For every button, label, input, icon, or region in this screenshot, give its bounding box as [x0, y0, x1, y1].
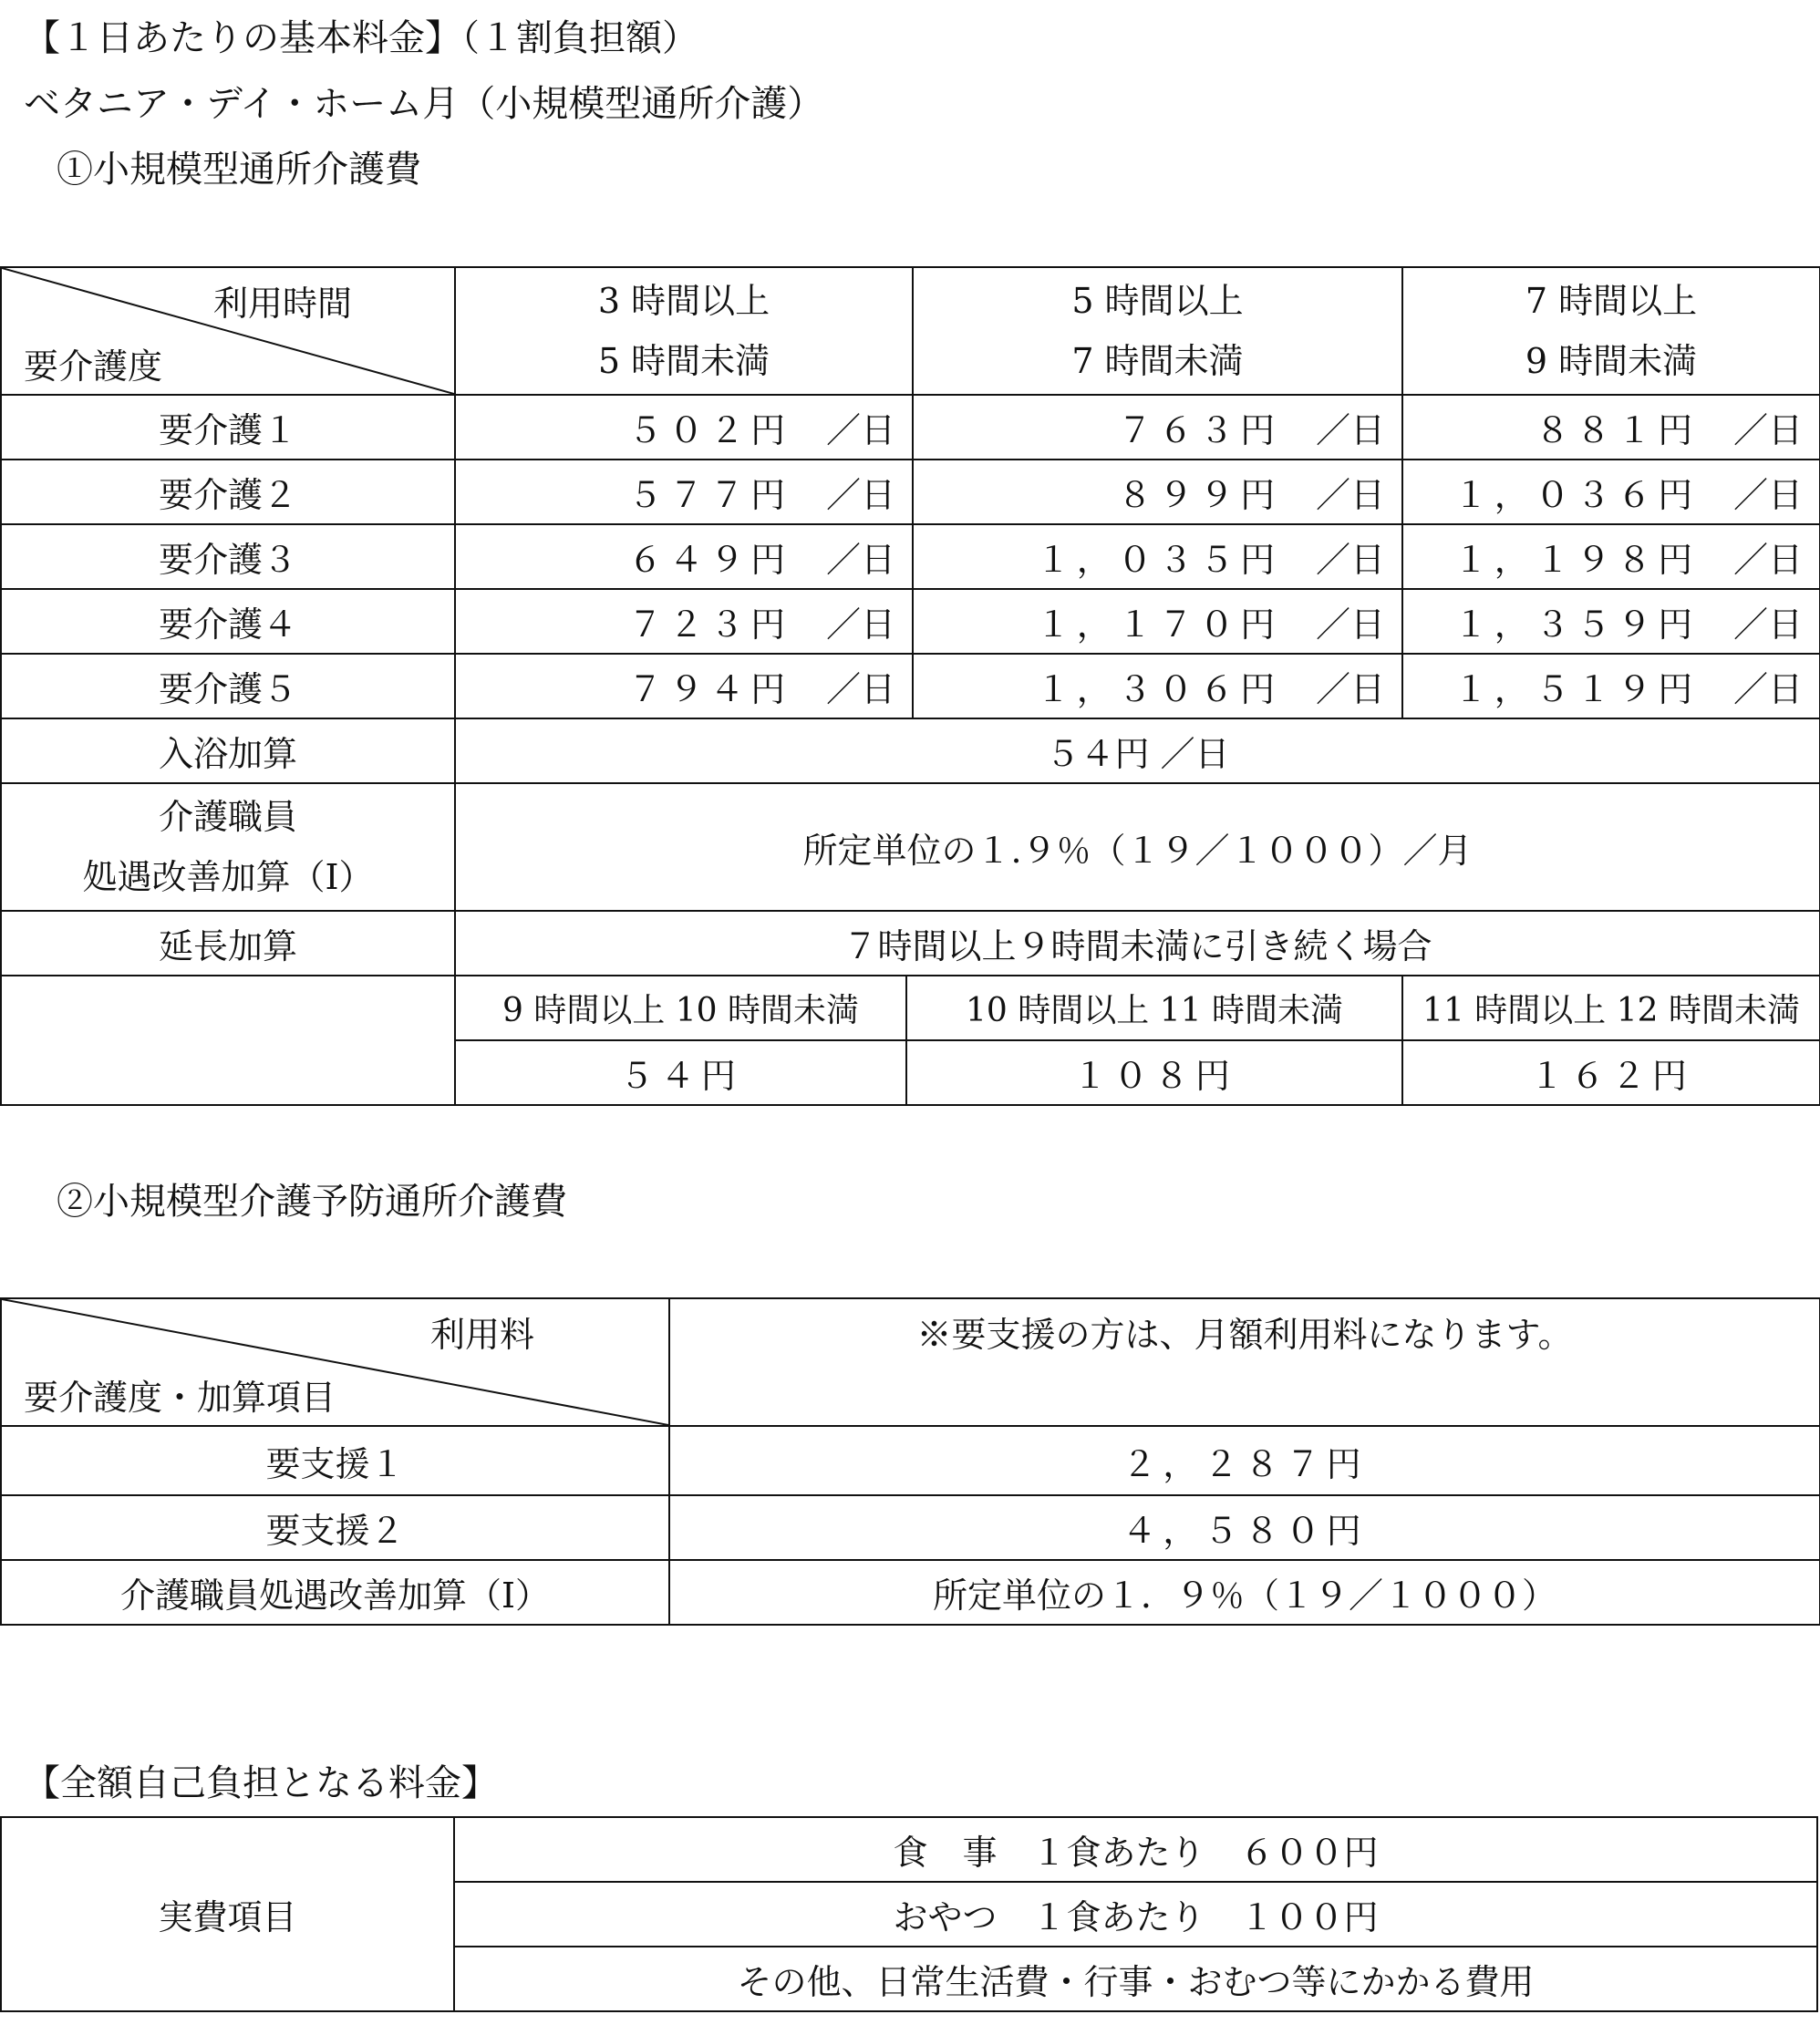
table-row [1, 976, 1820, 1040]
monthly-note: ※要支援の方は、月額利用料になります。 [669, 1298, 1820, 1426]
fee-value: ４，５８０円 [669, 1495, 1820, 1560]
page-title: 【１日あたりの基本料金】（１割負担額） [24, 17, 698, 59]
unit-label: ／日 [1316, 410, 1386, 450]
fee-value: １，１９８円 [1453, 540, 1699, 580]
fee-value: ７２３円 [627, 604, 791, 645]
table-row [1, 654, 1820, 718]
bath-label: 入浴加算 [1, 718, 455, 783]
care-fee-table [0, 266, 1820, 1106]
row-label: 要支援１ [1, 1426, 669, 1495]
extension-fee: ５４円 [455, 1040, 906, 1105]
column-header: 3 時間以上 5 時間未満 [455, 267, 913, 395]
unit-label: ／日 [1733, 669, 1804, 709]
fee-value: １，１７０円 [1035, 604, 1281, 645]
row-label: 要介護５ [1, 654, 455, 718]
unit-label: ／日 [826, 604, 896, 645]
fee-value: １，０３５円 [1035, 540, 1281, 580]
column-header: 5 時間以上 7 時間未満 [913, 267, 1402, 395]
table2-corner-cell [1, 1298, 669, 1426]
empty-cell [1, 976, 455, 1105]
row-label: 要介護２ [1, 460, 455, 524]
table-row [1, 524, 1820, 589]
expense-item: 食 事 １食あたり ６００円 [454, 1817, 1817, 1882]
section-title-3: 【全額自己負担となる料金】 [24, 1762, 498, 1804]
row-label: 介護職員処遇改善加算（Ⅰ） [1, 1560, 669, 1625]
unit-label: ／日 [826, 410, 896, 450]
table-row [1, 1560, 1820, 1625]
extension-value: ７時間以上９時間未満に引き続く場合 [455, 911, 1820, 976]
fee-value: ７６３円 [1117, 410, 1281, 450]
corner-bottom-label: 要介護度・加算項目 [24, 1378, 336, 1418]
corner-bottom-label: 要介護度 [24, 346, 163, 387]
table-row [1, 460, 1820, 524]
facility-name: ベタニア・デイ・ホーム月（小規模型通所介護） [24, 83, 824, 125]
table-row [1, 589, 1820, 654]
staff-label: 介護職員 処遇改善加算（Ⅰ） [1, 783, 455, 911]
table-row [1, 1495, 1820, 1560]
fee-value: ５７７円 [627, 475, 791, 515]
fee-value: ２，２８７円 [669, 1426, 1820, 1495]
fee-value: ５０２円 [627, 410, 791, 450]
table-row [1, 718, 1820, 783]
table-row [1, 395, 1820, 460]
fee-value: １，０３６円 [1453, 475, 1699, 515]
table-row [1, 911, 1820, 976]
unit-label: ／日 [1316, 669, 1386, 709]
extension-fee: １０８円 [906, 1040, 1402, 1105]
section-title-2: ②小規模型介護予防通所介護費 [57, 1181, 567, 1223]
table1-corner-cell [1, 267, 455, 395]
corner-top-label: 利用時間 [213, 284, 353, 324]
expense-item: その他、日常生活費・行事・おむつ等にかかる費用 [454, 1947, 1817, 2011]
fee-value: ７９４円 [627, 669, 791, 709]
row-label: 要介護４ [1, 589, 455, 654]
extension-column-header: 9 時間以上 10 時間未満 [455, 976, 906, 1040]
extension-column-header: 10 時間以上 11 時間未満 [906, 976, 1402, 1040]
unit-label: ／日 [826, 669, 896, 709]
unit-label: ／日 [1733, 540, 1804, 580]
corner-top-label: 利用料 [430, 1315, 535, 1355]
unit-label: ／日 [826, 475, 896, 515]
column-header: 7 時間以上 9 時間未満 [1402, 267, 1820, 395]
unit-label: ／日 [1733, 604, 1804, 645]
prevention-fee-table [0, 1297, 1820, 1626]
section-title-1: ①小規模型通所介護費 [57, 149, 421, 191]
table-row [1, 783, 1820, 911]
unit-label: ／日 [1316, 475, 1386, 515]
fee-value: ６４９円 [627, 540, 791, 580]
staff-value: 所定単位の１.９％（１９／１０００）／月 [455, 783, 1820, 911]
fee-value: ８８１円 [1535, 410, 1699, 450]
extension-fee: １６２円 [1402, 1040, 1820, 1105]
extension-label: 延長加算 [1, 911, 455, 976]
fee-value: １，５１９円 [1453, 669, 1699, 709]
fee-value: １，３０６円 [1035, 669, 1281, 709]
table-row [1, 1426, 1820, 1495]
unit-label: ／日 [1733, 410, 1804, 450]
bath-value: ５４円 ／日 [455, 718, 1820, 783]
extension-column-header: 11 時間以上 12 時間未満 [1402, 976, 1820, 1040]
fee-value: ８９９円 [1117, 475, 1281, 515]
unit-label: ／日 [1316, 540, 1386, 580]
table-row [1, 1817, 1817, 1882]
fee-value: １，３５９円 [1453, 604, 1699, 645]
unit-label: ／日 [1733, 475, 1804, 515]
row-label: 要介護３ [1, 524, 455, 589]
row-label: 要支援２ [1, 1495, 669, 1560]
unit-label: ／日 [1316, 604, 1386, 645]
unit-label: ／日 [826, 540, 896, 580]
row-label: 要介護１ [1, 395, 455, 460]
self-pay-table [0, 1816, 1818, 2012]
fee-value: 所定単位の１．９％（１９／１０００） [669, 1560, 1820, 1625]
expense-label: 実費項目 [1, 1817, 454, 2011]
expense-item: おやつ １食あたり １００円 [454, 1882, 1817, 1947]
